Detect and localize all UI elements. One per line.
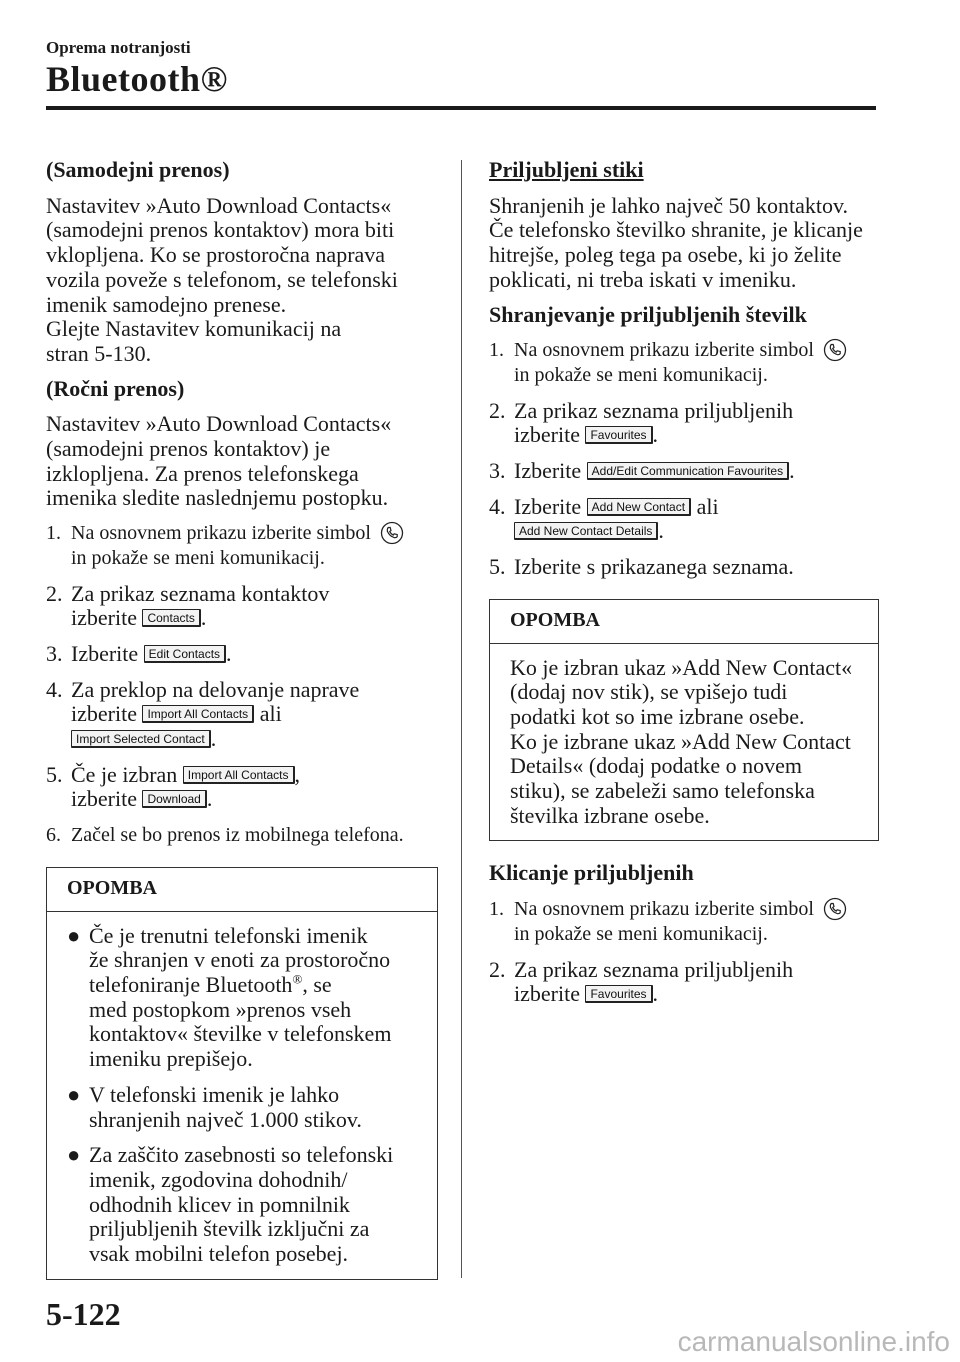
favourites-button[interactable]: Favourites <box>585 426 652 444</box>
right-column <box>489 158 879 1018</box>
right-call-step-1: 1. Na osnovnem prikazu izberite simbol in pokaže se meni komunikacij. <box>489 897 879 946</box>
left-step-2: 2. Za prikaz seznama kontaktov izberite Contacts . <box>46 580 330 631</box>
add-edit-favourites-button[interactable]: Add/Edit Communication Favourites <box>587 462 789 480</box>
contacts-button[interactable]: Contacts <box>142 609 200 627</box>
import-all-contacts-button[interactable]: Import All Contacts <box>142 705 254 723</box>
page-title: Bluetooth® <box>46 59 228 99</box>
auto-transfer-heading: (Samodejni prenos) <box>46 157 230 182</box>
bullet-icon: ● <box>67 1142 81 1168</box>
left-column <box>46 158 438 1280</box>
note-box <box>46 867 438 1280</box>
note-bullet: ● Za zaščito zasebnosti so telefonski imenik, zgodovina dohodnih/ odhodnih klicev in pomnilnik priljubljenih številk izključni za vsak mobilni telefon posebej. <box>67 1142 394 1267</box>
section-label: Oprema notranjosti <box>46 38 191 57</box>
watermark: carmanualsonline.info <box>677 1326 950 1357</box>
call-favourites-heading: Klicanje priljubljenih <box>489 860 694 886</box>
import-selected-contact-button[interactable]: Import Selected Contact <box>71 730 211 748</box>
note-bullet: ● Če je trenutni telefonski imenik že shranjen v enoti za prostoročno telefoniranje Bluetooth®, se med postopkom »prenos vseh kontaktov« številke v telefonskem imeniku prepišejo. <box>67 922 392 1072</box>
left-step-4: 4. Za preklop na delovanje naprave izberite Import All Contacts ali Import Selected Contact . <box>46 676 360 752</box>
manual-transfer-text: Nastavitev »Auto Download Contacts« (samodejni prenos kontaktov) je izklopljena. Za prenos telefonskega imenika sledite naslednjemu postopku. <box>46 411 392 511</box>
note-box <box>489 599 879 842</box>
bullet-icon: ● <box>67 1081 81 1107</box>
note-heading: OPOMBA <box>490 600 878 644</box>
right-save-step-3: 3. Izberite Add/Edit Communication Favourites . <box>489 458 795 484</box>
manual-transfer-heading: (Ročni prenos) <box>46 375 185 401</box>
right-call-step-2: 2. Za prikaz seznama priljubljenih izberite Favourites . <box>489 956 794 1007</box>
favourites-text: Shranjenih je lahko največ 50 kontaktov. Če telefonsko številko shranite, je klicanje hitrejše, poleg tega pa osebe, ki jo želite poklicati, ni treba iskati v imeniku. <box>489 192 863 292</box>
bullet-icon: ● <box>67 922 81 948</box>
favourites-heading: Priljubljeni stiki <box>489 157 644 182</box>
add-new-contact-details-button[interactable]: Add New Contact Details <box>514 522 658 540</box>
phone-handset-icon[interactable] <box>380 521 404 545</box>
left-step-1: 1. Na osnovnem prikazu izberite simbol in pokaže se meni komunikacij. <box>46 521 438 570</box>
phone-handset-icon[interactable] <box>823 897 847 921</box>
right-save-step-5: 5. Izberite s prikazanega seznama. <box>489 554 794 580</box>
note-bullet: ● V telefonski imenik je lahko shranjenih največ 1.000 stikov. <box>67 1081 362 1132</box>
import-all-contacts-button[interactable]: Import All Contacts <box>183 766 295 784</box>
page-number: 5-122 <box>46 1296 121 1332</box>
right-save-step-4: 4. Izberite Add New Contact ali Add New Contact Details . <box>489 493 719 544</box>
favourites-button[interactable]: Favourites <box>585 985 652 1003</box>
right-save-step-1: 1. Na osnovnem prikazu izberite simbol in pokaže se meni komunikacij. <box>489 338 879 387</box>
edit-contacts-button[interactable]: Edit Contacts <box>144 645 226 663</box>
note-heading: OPOMBA <box>47 868 437 912</box>
header-rule <box>46 106 876 110</box>
right-save-step-2: 2. Za prikaz seznama priljubljenih izberite Favourites . <box>489 397 794 448</box>
download-button[interactable]: Download <box>142 790 206 808</box>
note-text: Ko je izbran ukaz »Add New Contact« (dodaj nov stik), se vpišejo tudi podatki kot so ime izbrane osebe. Ko je izbrane ukaz »Add New Contact Details« (dodaj podatke o novem stiku), se zabeleži samo telefonska številka izbrane osebe. <box>510 654 853 828</box>
auto-transfer-text: Nastavitev »Auto Download Contacts« (samodejni prenos kontaktov) mora biti vklopljena. Ko se prostoročna naprava vozila poveže s telefonom, se telefonski imenik samodejno prenese. Glejte Nastavitev komunikacij na stran 5-130. <box>46 192 398 366</box>
left-step-5: 5. Če je izbran Import All Contacts , izberite Download . <box>46 761 301 812</box>
column-divider <box>461 160 462 1278</box>
left-step-3: 3. Izberite Edit Contacts . <box>46 640 232 666</box>
phone-handset-icon[interactable] <box>823 338 847 362</box>
add-new-contact-button[interactable]: Add New Contact <box>587 498 691 516</box>
save-favourites-heading: Shranjevanje priljubljenih številk <box>489 301 807 327</box>
left-step-6: 6. Začel se bo prenos iz mobilnega telefona. <box>46 824 404 847</box>
